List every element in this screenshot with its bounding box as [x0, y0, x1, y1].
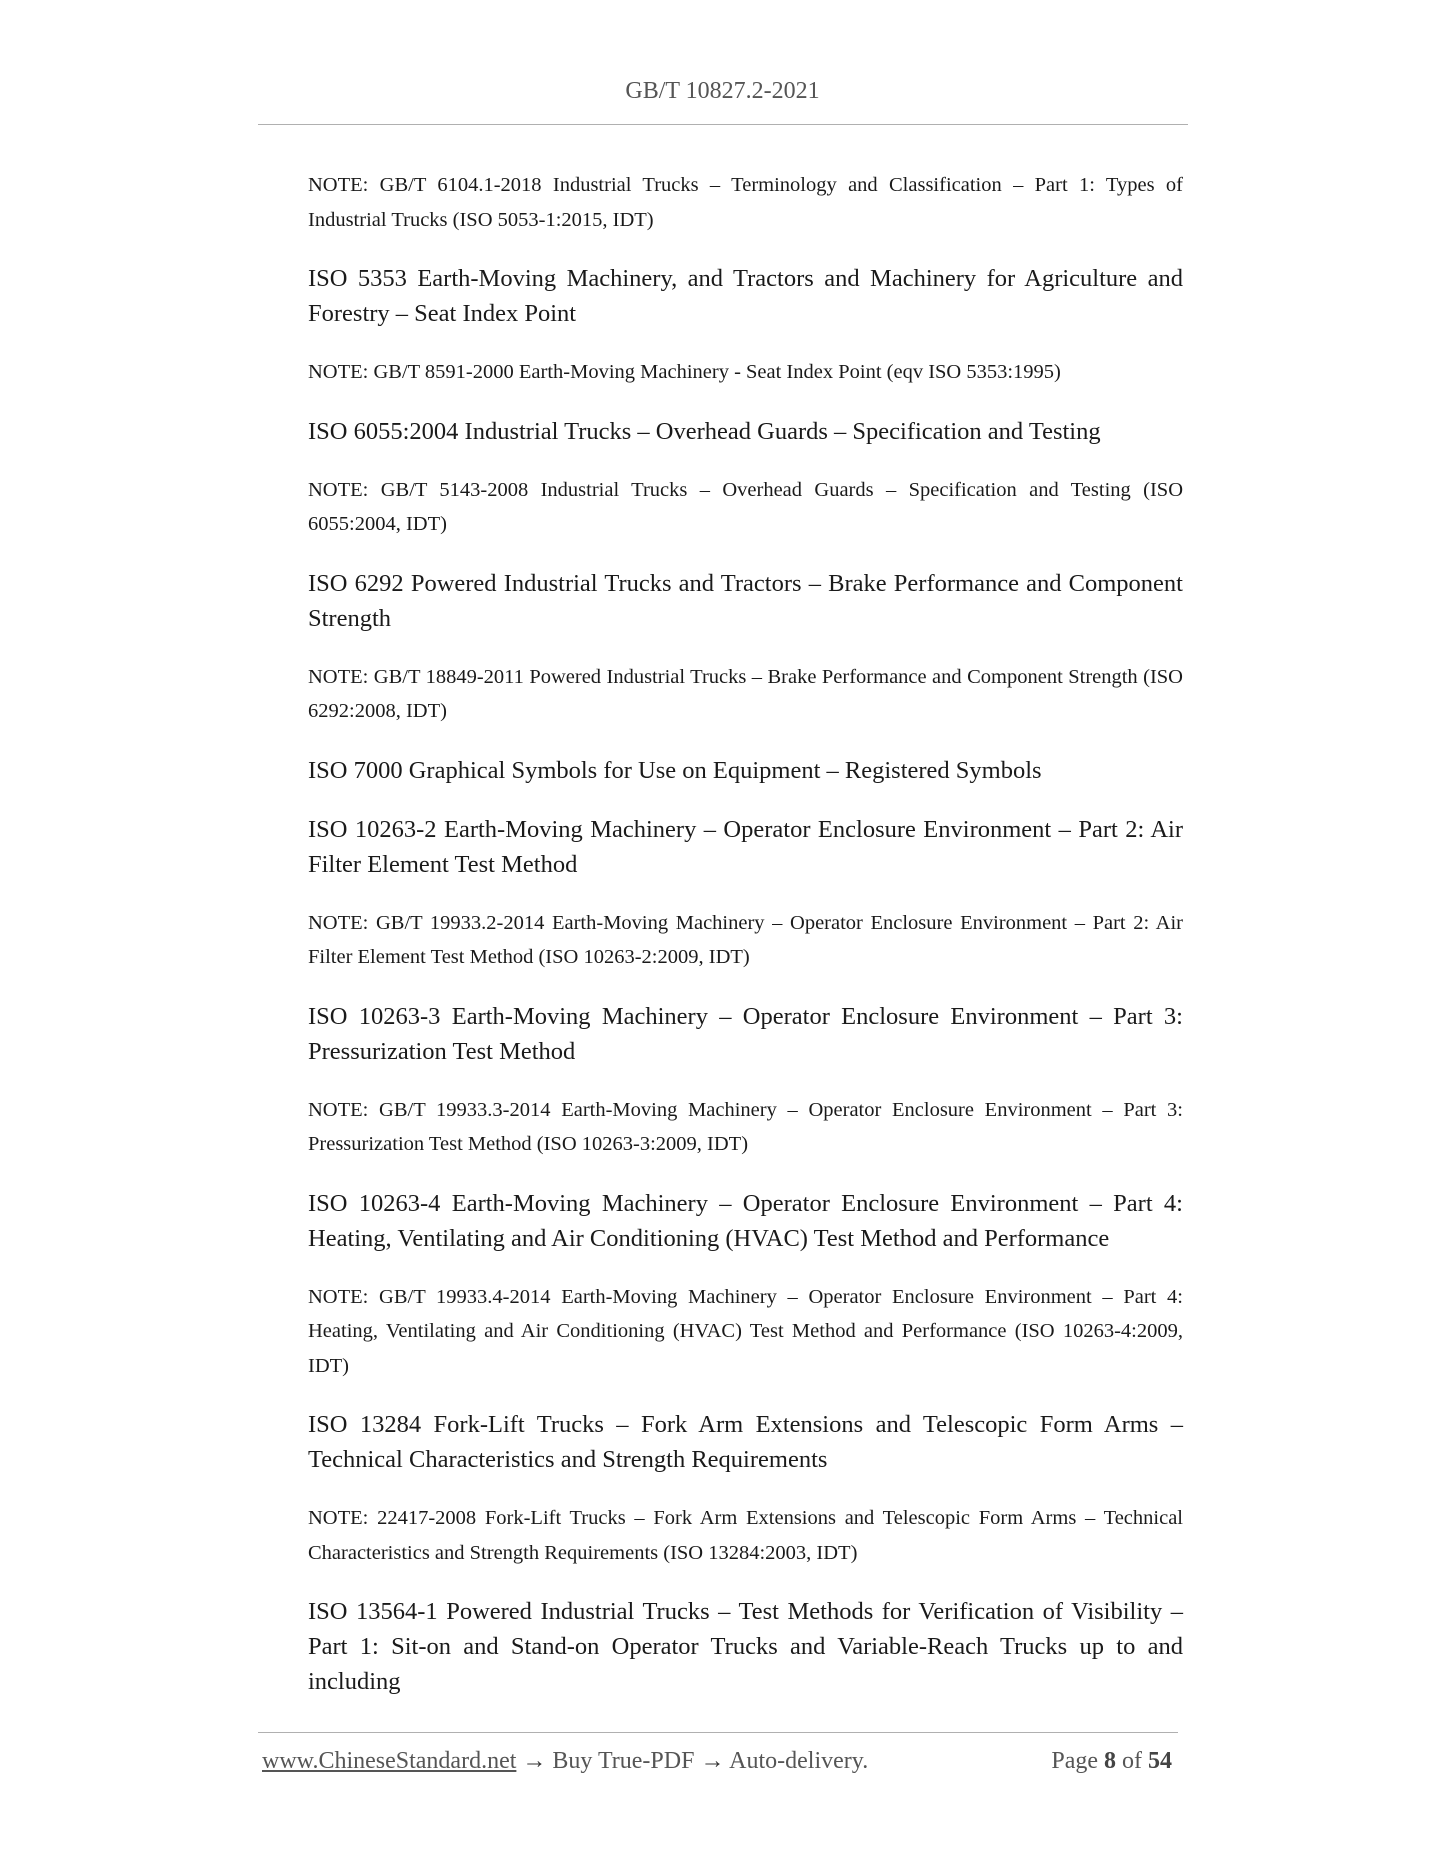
- document-code: GB/T 10827.2-2021: [625, 78, 820, 104]
- note-22417: NOTE: 22417-2008 Fork-Lift Trucks – Fork Arm Extensions and Telescopic Form Arms – Technical Characteristics and Strength Requirements (ISO 13284:2003, IDT): [308, 1507, 1183, 1564]
- website-link[interactable]: www.ChineseStandard.net: [262, 1748, 517, 1774]
- footer-promo: [262, 1748, 868, 1775]
- reference-iso-10263-4: ISO 10263-4 Earth-Moving Machinery – Operator Enclosure Environment – Part 4: Heating, Ventilating and Air Conditioning (HVAC) Test Method and Performance: [308, 1189, 1183, 1252]
- of-label: of: [1122, 1748, 1142, 1774]
- note-gbt-5143: NOTE: GB/T 5143-2008 Industrial Trucks – Overhead Guards – Specification and Testing (ISO 6055:2004, IDT): [308, 478, 1183, 535]
- note-gbt-19933-2: NOTE: GB/T 19933.2-2014 Earth-Moving Machinery – Operator Enclosure Environment – Part 2: Air Filter Element Test Method (ISO 10263-2:2009, IDT): [308, 911, 1183, 968]
- arrow-right-icon: →: [700, 1748, 725, 1774]
- auto-delivery-text: Auto-delivery.: [729, 1748, 869, 1774]
- arrow-right-icon: →: [522, 1748, 547, 1774]
- reference-iso-6055: ISO 6055:2004 Industrial Trucks – Overhead Guards – Specification and Testing: [308, 417, 1101, 445]
- note-gbt-6104-1: NOTE: GB/T 6104.1-2018 Industrial Trucks – Terminology and Classification – Part 1: Types of Industrial Trucks (ISO 5053-1:2015, IDT): [308, 174, 1183, 231]
- page-label: Page: [1051, 1748, 1098, 1774]
- note-gbt-19933-4: NOTE: GB/T 19933.4-2014 Earth-Moving Machinery – Operator Enclosure Environment – Part 4: Heating, Ventilating and Air Conditioning (HVAC) Test Method and Performance (ISO 10263-4:2009, IDT): [308, 1285, 1183, 1377]
- total-pages-number: 54: [1148, 1748, 1172, 1774]
- reference-iso-5353: ISO 5353 Earth-Moving Machinery, and Tractors and Machinery for Agriculture and Forestry – Seat Index Point: [308, 265, 1183, 327]
- reference-iso-10263-3: ISO 10263-3 Earth-Moving Machinery – Operator Enclosure Environment – Part 3: Pressurization Test Method: [308, 1002, 1183, 1065]
- buy-true-pdf-text: Buy True-PDF: [552, 1748, 695, 1774]
- reference-iso-13284: ISO 13284 Fork-Lift Trucks – Fork Arm Extensions and Telescopic Form Arms – Technical Characteristics and Strength Requirements: [308, 1411, 1183, 1473]
- header-divider: [258, 124, 1188, 125]
- note-gbt-8591: NOTE: GB/T 8591-2000 Earth-Moving Machinery - Seat Index Point (eqv ISO 5353:1995): [308, 361, 1061, 383]
- page-header: [0, 78, 1445, 105]
- page-indicator: [1051, 1748, 1172, 1775]
- reference-iso-6292: ISO 6292 Powered Industrial Trucks and Tractors – Brake Performance and Component Strength: [308, 569, 1183, 632]
- reference-iso-13564-1: ISO 13564-1 Powered Industrial Trucks – Test Methods for Verification of Visibility – Part 1: Sit-on and Stand-on Operator Trucks and Variable-Reach Trucks up to and including: [308, 1598, 1183, 1695]
- current-page-number: 8: [1104, 1748, 1116, 1774]
- reference-iso-7000: ISO 7000 Graphical Symbols for Use on Equipment – Registered Symbols: [308, 756, 1042, 784]
- note-gbt-18849: NOTE: GB/T 18849-2011 Powered Industrial Trucks – Brake Performance and Component Strength (ISO 6292:2008, IDT): [308, 665, 1183, 722]
- note-gbt-19933-3: NOTE: GB/T 19933.3-2014 Earth-Moving Machinery – Operator Enclosure Environment – Part 3: Pressurization Test Method (ISO 10263-3:2009, IDT): [308, 1098, 1183, 1155]
- page-footer: [262, 1748, 1178, 1782]
- reference-iso-10263-2: ISO 10263-2 Earth-Moving Machinery – Operator Enclosure Environment – Part 2: Air Filter Element Test Method: [308, 815, 1183, 878]
- references-list: [308, 168, 1183, 1723]
- footer-divider: [258, 1732, 1178, 1733]
